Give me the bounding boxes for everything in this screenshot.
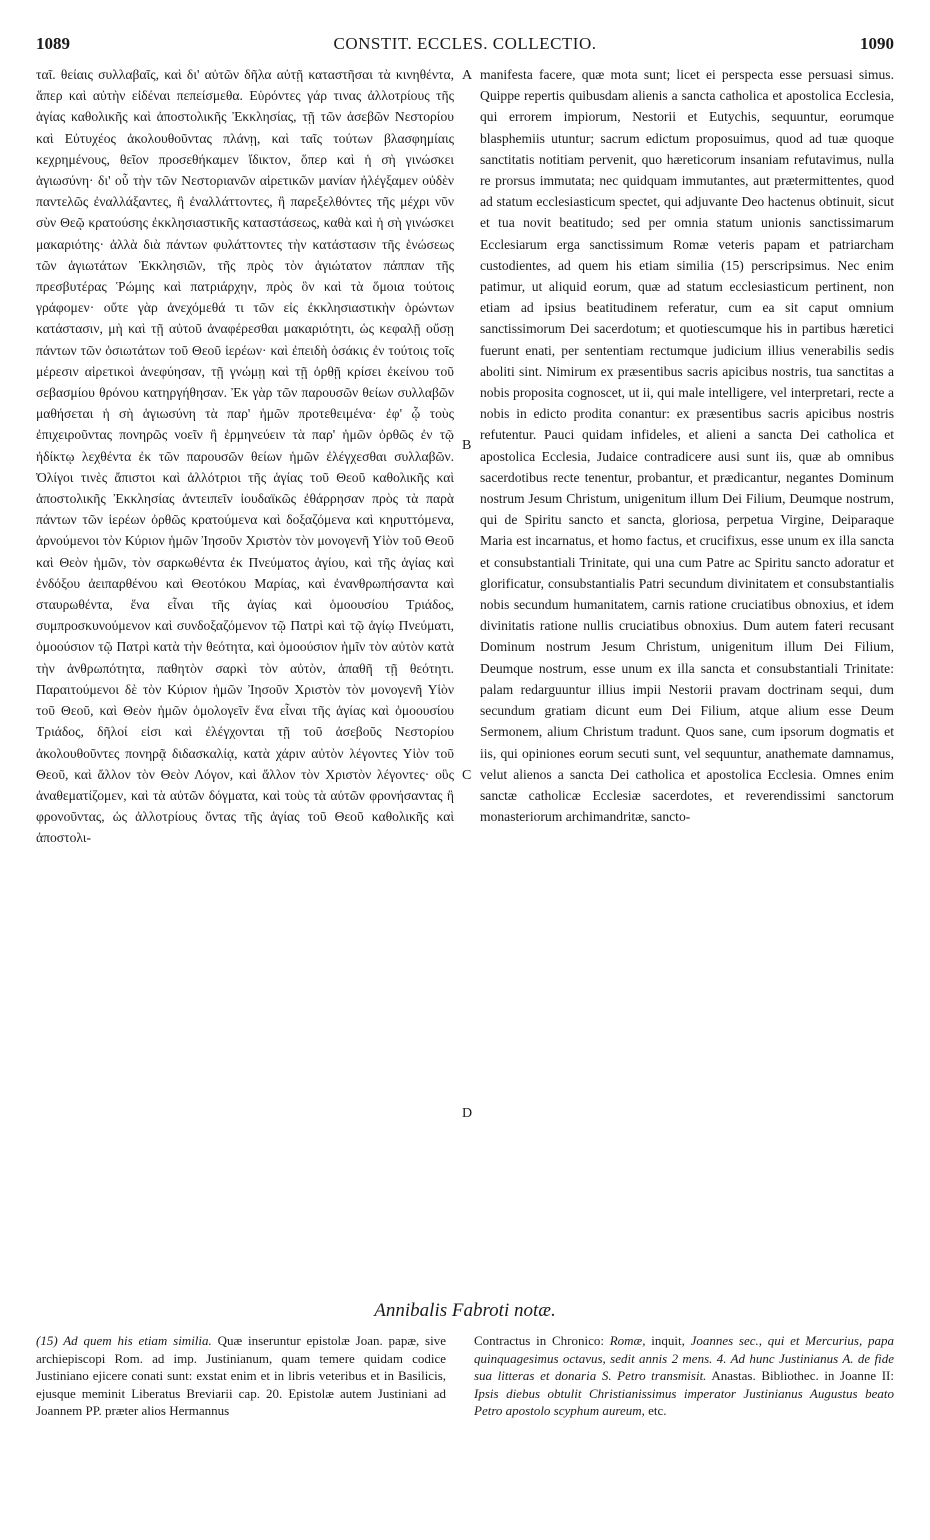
note-lemma: (15) Ad quem his etiam similia.: [36, 1333, 212, 1348]
note-right-paragraph: [474, 1332, 894, 1420]
margin-letter-c: C: [462, 768, 472, 783]
note-right-column: [474, 1332, 894, 1522]
margin-letter-d: D: [462, 1106, 473, 1121]
latin-text: manifesta facere, quæ mota sunt; licet ei perspecta esse persuasi simus. Quippe repertis quibusdam alienis a sancta catholica et apostolica Ecclesia, qui errorem impiorum, Nestorii et Eutychis, sequuntur, eorumque blasphemiis utuntur; sacrum edictum proposuimus, quod ad tuæ quoque sanctitatis notitiam pervenit, quo hæreticorum insaniam refutavimus, nulla re prorsus immutata; nec quidquam immutantes, aut prætermittentes, quod ad statum ecclesiasticum spectet, qui adjuvante Deo hactenus obtinuit, sicut et tua novit beatitudo; sed per omnia statum unionis sanctissimarum Ecclesiarum erga sanctissimum Romæ veteris papam et patriarcham custodientes, ad quem his etiam similia (15) perscripsimus. Nec enim patimur, ut aliquid eorum, quæ ad statum ecclesiasticum pertinent, non etiam ad ipsius beatitudinem referatur, cum ea sit caput omnium sanctissimorum Dei sacerdotum; et quotiescumque his in partibus hæretici fuerunt enati, per sententiam rectumque judicium illius venerabilis sedis aboliti sint. Nimirum ex præsentibus sacris apicibus nostris, tua sanctitas a nobis proposita cognoscet, ut ii, qui male intelligere, vel interpretari, recte a nobis in edicto prodita conantur: ex præsentibus sacris apicibus nostris refutentur. Pauci quidam infideles, et alieni a sancta Dei catholica et apostolica Ecclesia, Judaice contradicere ausi sunt iis, quæ ab omnibus sacerdotibus recte tenentur, probantur, et prædicantur, negantes Dominum nostrum Jesum Christum, unigenitum illum Dei Filium, Deumque nostrum, qui de Spiritu sancto et sancta, gloriosa, perpetua Virgine, Deiparaque Maria est incarnatus, et homo factus, et crucifixus, esse unum ex illa sancta et consubstantiali Trinitate, qui una cum Patre ac Spiritu sancto adoratur et glorificatur, consubstantialis Patri secundum divinitatem et consubstantialis nobis secundum humanitatem, carnis ratione cruciatibus obnoxius, et idem divinitatis ratione nullis cruciatibus obnoxius. Dum autem fateri recusant Dominum nostrum Jesum Christum, unigenitum illum Dei Filium, Deumque nostrum, esse unum ex illa sancta et consubstantiali Trinitate: palam redarguuntur illius impii Nestorii pravam doctrinam sequi, dum secundum gratiam dicunt eum Dei Filium, atque alium esse Deum Sermonem, alium Christum tradunt. Quos sane, cum ipsorum dogmatis et iis, qui opiniones eorum secuti sunt, vel sequuntur, anathemate damnamus, velut alienos a sancta Dei catholica et apostolica Ecclesia. Omnes enim sanctæ catholicæ Ecclesiæ sacerdotes, et reverendissimi sanctorum monasteriorum archimandritæ, sancto-: [480, 67, 894, 825]
note-right-text-2: inquit,: [645, 1333, 691, 1348]
note-right-italic-1: Romæ,: [609, 1333, 646, 1348]
note-right-text-1: Contractus in Chronico:: [474, 1333, 610, 1348]
greek-column: [36, 64, 454, 1294]
running-title: CONSTIT. ECCLES. COLLECTIO.: [333, 34, 597, 53]
note-right-text-3: Anastas. Bibliothec. in Joanne II:: [706, 1368, 894, 1383]
note-left-text: Quæ inseruntur epistolæ Joan. papæ, sive archiepiscopi Rom. ad imp. Justinianum, quam temere quidam codice Justiniano ejicere conati sunt: exstat enim et in libris veteribus et in Basilicis, ejusque meminit Liberatus Breviarii cap. 20. Epistolæ autem Justiniani ad Joannem PP. præter alios Hermannus: [36, 1333, 446, 1418]
latin-column: [480, 64, 894, 1294]
note-right-italic-3: Ipsis diebus obtulit Christianissimus imperator Justinianus Augustus beato Petro apostolo scyphum aureum,: [474, 1385, 894, 1418]
page-number-left: 1089: [36, 34, 70, 53]
running-head: [36, 34, 894, 62]
note-left-column: [36, 1332, 446, 1522]
note-left-paragraph: [36, 1332, 446, 1420]
page-number-right: 1090: [860, 34, 894, 53]
notes-heading: Annibalis Fabroti notæ.: [374, 1300, 556, 1321]
note-right-italic-2: Joannes sec., qui et Mercurius, papa quinquagesimus octavus, sedit annis 2 mens. 4. Ad hunc Justinianus A. de fide sua litteras et donaria S. Petro transmisit.: [474, 1333, 894, 1383]
margin-letter-a: A: [462, 68, 473, 83]
greek-text: ταῖ. θείαις συλλαβαῖς, καὶ δι' αὐτῶν δῆλα αὐτῇ καταστῆσαι τὰ κινηθέντα, ἅπερ καὶ αὐτὴν εἰδέναι πεπείσμεθα. Εὑρόντες γάρ τινας ἀλλοτρίους τῆς ἁγίας καθολικῆς καὶ ἀποστολικῆς Ἐκκλησίας, τῇ τῶν ἀσεβῶν Νεστορίου καὶ Εὐτυχέος ἀκολουθοῦντας πλάνῃ, καὶ ταῖς τούτων βλασφημίαις κεχρημένους, θεῖον προσεθήκαμεν ἴδικτον, ὅπερ καὶ ἡ σὴ γινώσκει ἁγιωσύνη· δι' οὗ τὴν τῶν Νεστοριανῶν αἱρετικῶν μανίαν ἠλέγξαμεν οὐδὲν παντελῶς ἐναλλάξαντες, ἢ ἐναλλάττοντες, ἢ παρεξελθόντες τῆς μέχρι νῦν σὺν Θεῷ κρατούσης ἐκκλησιαστικῆς καταστάσεως, καθὰ καὶ ἡ σὴ γινώσκει μακαριότης· ἀλλὰ διὰ πάντων φυλάττοντες τὴν κατάστασιν τῆς ἑνώσεως τῶν ἁγιωτάτων Ἐκκλησιῶν, τῆς πρὸς τὸν ἁγιώτατον πάππαν τῆς πρεσβυτέρας Ῥώμης καὶ πατριάρχην, πρὸς ὃν καὶ τὰ ὅμοια τούτοις γράφομεν· οὔτε γὰρ ἀνεχόμεθά τι τῶν εἰς ἐκκλησιαστικὴν ὁρώντων κατάστασιν, μὴ καὶ τῇ αὐτοῦ ἀναφέρεσθαι μακαριότητι, ὡς κεφαλῇ οὔσῃ πάντων τῶν ὁσιωτάτων τοῦ Θεοῦ ἱερέων· καὶ ἐπειδὴ ὁσάκις ἐν τούτοις τοῖς μέρεσιν αἱρετικοὶ ἀνεφύησαν, τῇ γνώμῃ καὶ τῇ ὀρθῇ κρίσει ἐκείνου τοῦ σεβασμίου θρόνου κατηργήθησαν. Ἐκ γὰρ τῶν παρουσῶν θείων συλλαβῶν μαθήσεται ἡ σὴ ἁγιωσύνη τὰ παρ' ἡμῶν προτεθειμένα· ἐφ' ᾧ τοὺς ἐπιχειροῦντας πονηρῶς νοεῖν ἢ ἑρμηνεύειν τὰ παρ' ἡμῶν ὀρθῶς ἐν τῷ ἠδίκτῳ λεχθέντα ἐκ τῶν παρουσῶν θείων ἡμῶν ἐλέγχεσθαι συλλαβῶν. Ὀλίγοι τινὲς ἄπιστοι καὶ ἀλλότριοι τῆς ἁγίας τοῦ Θεοῦ καθολικῆς καὶ ἀποστολικῆς Ἐκκλησίας ἀντειπεῖν ἰουδαϊκῶς ἐθάρρησαν πρὸς τὰ παρὰ πάντων τῶν ἱερέων ὀρθῶς κρατούμενα καὶ δοξαζόμενα καὶ κηρυττόμενα, ἀρνούμενοι τὸν Κύριον ἡμῶν Ἰησοῦν Χριστὸν τὸν μονογενῆ Υἱὸν τοῦ Θεοῦ καὶ Θεὸν ἡμῶν, τὸν σαρκωθέντα ἐκ Πνεύματος ἁγίου, καὶ τῆς ἁγίας καὶ ἐνδόξου ἀειπαρθένου καὶ Θεοτόκου Μαρίας, καὶ ἐνανθρωπήσαντα καὶ σταυρωθέντα, ἕνα εἶναι τῆς ἁγίας καὶ ὁμοουσίου Τριάδος, συμπροσκυνούμενον καὶ συνδοξαζόμενον τῷ Πατρὶ καὶ τῷ ἁγίῳ Πνεύματι, ὁμοούσιον τῷ Πατρὶ κατὰ τὴν θεότητα, καὶ ὁμοούσιον ἡμῖν τὸν αὐτὸν κατὰ τὴν ἀνθρωπότητα, παθητὸν σαρκὶ τὸν αὐτὸν, ἀπαθῆ τῇ θεότητι. Παραιτούμενοι δὲ τὸν Κύριον ἡμῶν Ἰησοῦν Χριστὸν τὸν μονογενῆ Υἱὸν τοῦ Θεοῦ, καὶ Θεὸν ἡμῶν ὁμολογεῖν ἕνα εἶναι τῆς ἁγίας καὶ ὁμοουσίου Τριάδος, δῆλοί εἰσι καὶ ἐλέγχονται τῇ τοῦ ἀσεβοῦς Νεστορίου ἀκολουθοῦντες πονηρᾷ διδασκαλίᾳ, κατὰ χάριν αὐτὸν λέγοντες Υἱὸν τοῦ Θεοῦ, καὶ ἄλλον τὸν Θεὸν Λόγον, καὶ ἄλλον τὸν Χριστὸν λέγοντες· οὓς ἀναθεματίζομεν, καὶ τὰ αὐτῶν δόγματα, καὶ τοὺς τὰ αὐτῶν φρονήσαντας ἢ φρονοῦντας, ὡς ἀλλοτρίους ὄντας τῆς ἁγίας τοῦ Θεοῦ καθολικῆς καὶ ἀποστολι-: [36, 67, 454, 846]
margin-letter-b: B: [462, 438, 472, 453]
note-right-text-4: etc.: [644, 1403, 667, 1418]
